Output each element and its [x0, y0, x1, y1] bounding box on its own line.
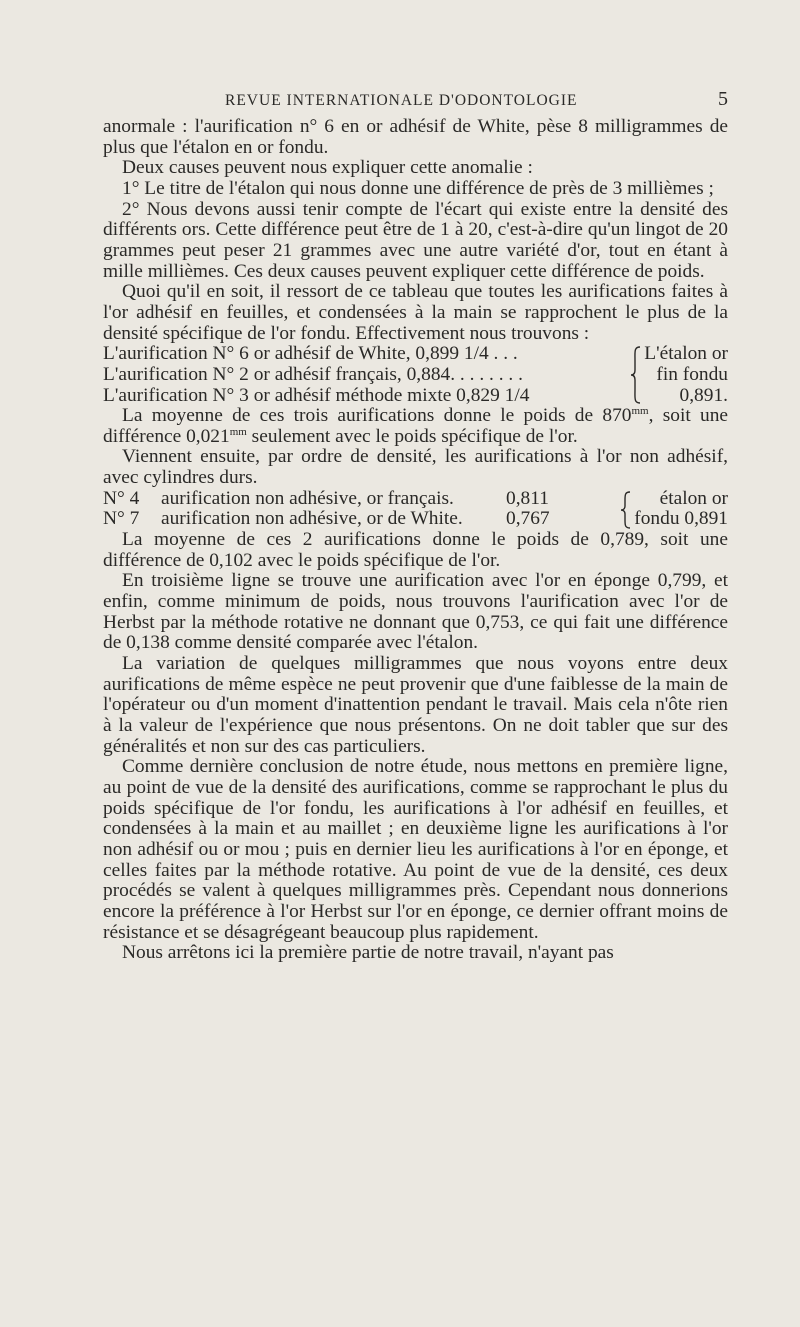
paragraph: Viennent ensuite, par ordre de densité, les aurifications à l'or non adhésif, avec cylindres durs. — [103, 446, 728, 489]
table-cell: N° 7 — [103, 508, 140, 530]
table-row — [103, 509, 618, 530]
table-row: L'aurification N° 3 or adhésif méthode mixte 0,829 1/4 — [103, 384, 530, 406]
superscript: mm — [229, 425, 247, 438]
paragraph: 1° Le titre de l'étalon qui nous donne une différence de près de 3 millièmes ; — [122, 177, 714, 199]
table-left-column — [103, 489, 618, 530]
body-text — [103, 117, 728, 964]
paragraph: Quoi qu'il en soit, il ressort de ce tableau que toutes les aurifications faites à l'or adhésif en feuilles, et condensées à la main se rapprochent le plus de la densité spécifique de l'or fondu. Effectivement nous trouvons : — [103, 281, 728, 344]
text-span: seulement avec le poids spécifique de l'or. — [246, 425, 578, 447]
table-left-column — [103, 344, 628, 406]
page-number: 5 — [718, 88, 728, 110]
superscript: mm — [631, 405, 649, 418]
paragraph-moyenne — [103, 406, 728, 447]
text-span: La moyenne de ces trois aurifications donne le poids de 870 — [122, 405, 632, 427]
table-cell: L'étalon or — [644, 343, 728, 365]
paragraph: Comme dernière conclusion de notre étude, nous mettons en première ligne, au point de vue de la densité des aurifications, comme se rapprochant le plus du poids spécifique de l'or fondu, les aurifications à l'or adhésif en feuilles, et condensées à la main et au maillet ; en deuxième ligne les aurifications à l'or non adhésif ou or mou ; puis en dernier lieu les aurifications à l'or en éponge, et celles faites par la méthode rotative. Au point de vue de la densité, ces deux procédés se valent à quelques milligrammes près. Cependant nous donnerions encore la préférence à l'or Herbst sur l'or en éponge, ce dernier offrant moins de résistance et se désagrégeant beaucoup plus rapidement. — [103, 756, 728, 943]
curly-brace-icon — [618, 489, 634, 530]
table-cell: aurification non adhésive, or de White. — [161, 508, 463, 530]
paragraph: La variation de quelques milligrammes que nous voyons entre deux aurifications de même espèce ne peut provenir que d'une faiblesse de la main de l'opérateur ou d'un moment d'inattention pendant le travail. Mais cela n'ôte rien à la valeur de l'expérience que nous présentons. On ne doit tabler que sur des généralités et non sur des cas particuliers. — [103, 652, 728, 757]
table-row: L'aurification N° 6 or adhésif de White, 0,899 1/4 . . . — [103, 343, 518, 365]
table-cell: 0,767 — [506, 508, 550, 530]
table-cell: fin fondu — [656, 363, 728, 385]
paragraph: 2° Nous devons aussi tenir compte de l'écart qui existe entre la densité des différents ors. Cette différence peut être de 1 à 20, c'est-à-dire qu'un lingot de 20 grammes peut peser 21 grammes avec une autre variété d'or, tout en étant à mille millièmes. Ces deux causes peuvent expliquer cette différence de poids. — [103, 198, 728, 282]
table-cell: N° 4 — [103, 487, 140, 509]
table-row: L'aurification N° 2 or adhésif français, 0,884. . . . . . . . — [103, 363, 523, 385]
paragraph: anormale : l'aurification n° 6 en or adhésif de White, pèse 8 milligrammes de plus que l'étalon en or fondu. — [103, 116, 728, 158]
density-table-non-adhesive — [103, 489, 728, 530]
paragraph: En troisième ligne se trouve une aurification avec l'or en éponge 0,799, et enfin, comme minimum de poids, nous trouvons l'aurification avec l'or de Herbst par la méthode rotative ne donnant que 0,753, ce qui fait une différence de 0,138 comme densité comparée avec l'étalon. — [103, 570, 728, 654]
table-cell: aurification non adhésive, or français. — [161, 487, 454, 509]
curly-brace-icon — [628, 344, 644, 406]
table-right-column — [644, 344, 728, 406]
page — [103, 88, 728, 964]
table-cell: 0,891. — [679, 384, 728, 406]
table-cell: 0,811 — [506, 487, 549, 509]
running-header — [103, 88, 728, 114]
paragraph: Deux causes peuvent nous expliquer cette anomalie : — [122, 157, 533, 179]
density-table-adhesive — [103, 344, 728, 406]
table-right-column — [634, 489, 728, 530]
running-title: REVUE INTERNATIONALE D'ODONTOLOGIE — [225, 92, 578, 109]
text-span: , soit une différence 0,021 — [103, 405, 728, 447]
paragraph: La moyenne de ces 2 aurifications donne le poids de 0,789, soit une différence de 0,102 avec le poids spécifique de l'or. — [103, 529, 728, 571]
table-cell: étalon or — [659, 487, 728, 509]
table-cell: fondu 0,891 — [634, 508, 728, 530]
table-row — [103, 489, 618, 510]
paragraph-last: Nous arrêtons ici la première partie de notre travail, n'ayant pas — [122, 942, 614, 964]
